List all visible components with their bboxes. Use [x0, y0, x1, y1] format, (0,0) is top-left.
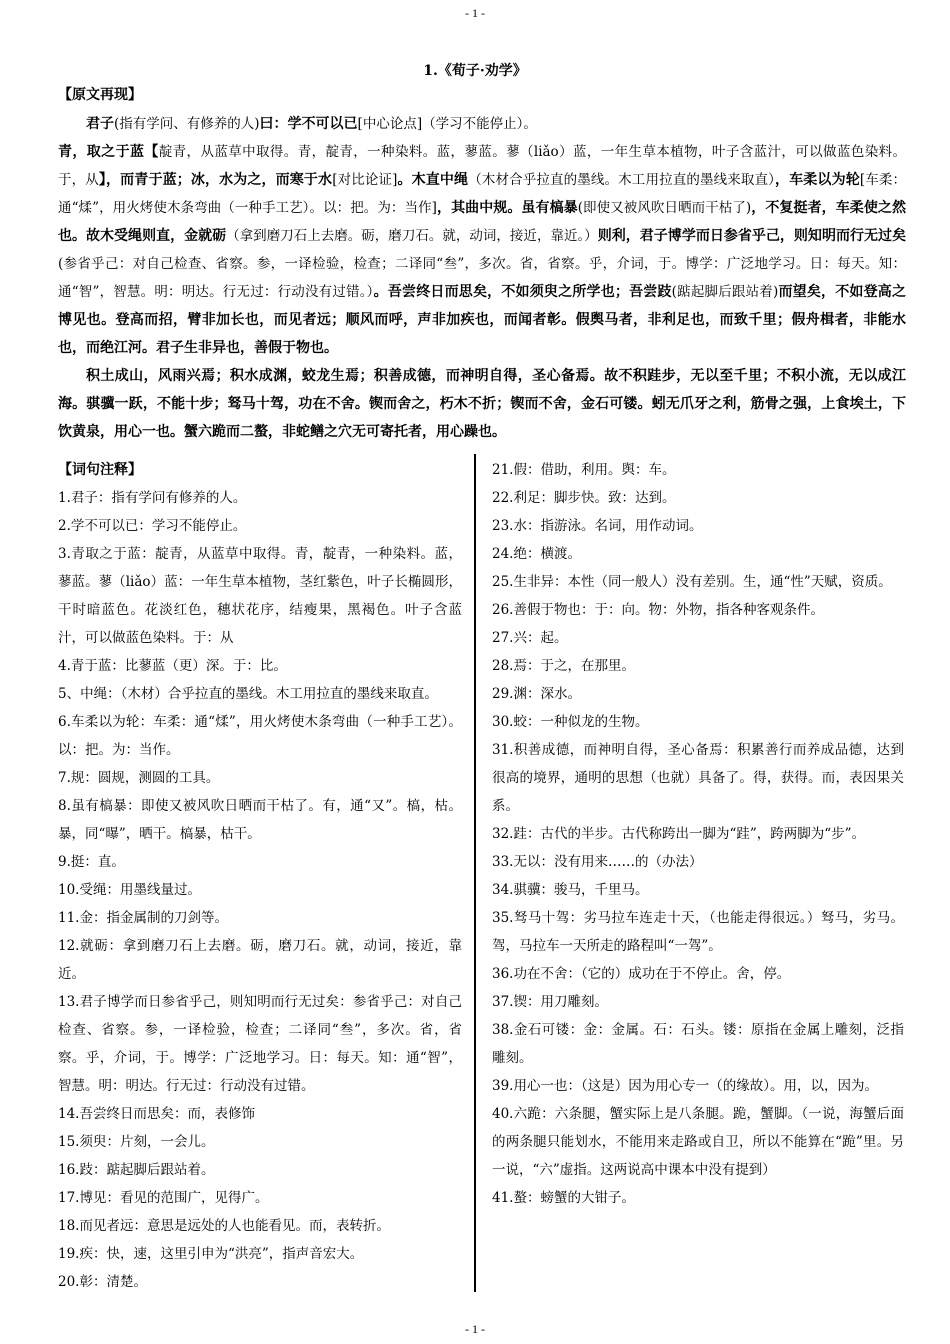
annotation: [车柔：通“煣”，用火烤使木条弯曲（一种手工艺）。以：把。为：当作]: [58, 172, 907, 216]
note-item: 36.功在不舍：（它的）成功在于不停止。舍，停。: [492, 966, 791, 982]
note-item: 11.金：指金属制的刀剑等。: [58, 910, 228, 926]
text-span: 。木直中绳: [397, 172, 469, 188]
text-span: 而望矣，不如登高之博见也。登高而招，臂非加长也，而见者远；顺风而呼，声非加疾也，而闻者彰。假舆马者，非利足也，而致千里；假舟楫者，非能水也，而绝江河。君子生非异也，善假于物也。: [58, 284, 906, 356]
note-item: 14.吾尝终日而思矣：而，表修饰: [58, 1106, 255, 1122]
note-item: 16.跂：踮起脚后跟站着。: [58, 1162, 215, 1178]
text-span: 则利，君子博学而日参省乎己，则知明而行无过矣: [597, 228, 907, 244]
note-item: 5、中绳：（木材）合乎拉直的墨线。木工用拉直的墨线来取直。: [58, 686, 438, 702]
note-item: 41.螯：螃蟹的大钳子。: [492, 1190, 635, 1206]
note-item: 24.绝：横渡。: [492, 546, 581, 562]
text-span: 君子: [86, 116, 114, 132]
note-item: 37.锲：用刀雕刻。: [492, 994, 608, 1010]
notes-right-column: [492, 456, 904, 1212]
note-item: 17.博见：看见的范围广，见得广。: [58, 1190, 269, 1206]
note-item: 3.青取之于蓝：靛青，从蓝草中取得。青，靛青，一种染料。蓝，蓼蓝。蓼（liǎo）蓝：一年生草本植物，茎红紫色，叶子长椭圆形，干时暗蓝色。花淡红色，穗状花序，结瘦果，黑褐色。叶子含蓝汁，可以做蓝色染料。于：从: [58, 546, 462, 646]
text-span: ，不复挺者，车柔使之然也。故木受绳则直，金就砺: [58, 200, 906, 244]
note-item: 4.青于蓝：比蓼蓝（更）深。于：比。: [58, 658, 287, 674]
note-item: 23.水：指游泳。名词，用作动词。: [492, 518, 703, 534]
original-text-heading: 【原文再现】: [58, 87, 142, 103]
note-item: 1.君子：指有学问有修养的人。: [58, 490, 247, 506]
note-item: 13.君子博学而日参省乎己，则知明而行无过矣：参省乎己：对自己检查、省察。参，一译检验，检查；二译同“叁”，多次。省，省察。乎，介词，于。博学：广泛地学习。日：每天。知：通“智”，智慧。明：明达。行无过：行动没有过错。: [58, 994, 462, 1094]
note-item: 32.跬：古代的半步。古代称跨出一脚为“跬”，跨两脚为“步”。: [492, 826, 866, 842]
annotation: (指有学问、有修养的人): [114, 116, 260, 132]
text-span: 。吾尝终日而思矣，不如须臾之所学也；吾尝跂: [373, 284, 672, 300]
original-text: [58, 110, 906, 446]
original-paragraph-2: [58, 138, 906, 362]
original-paragraph-3: 积土成山，风雨兴焉；积水成渊，蛟龙生焉；积善成德，而神明自得，圣心备焉。故不积跬步，无以至千里；不积小流，无以成江海。骐骥一跃，不能十步；驽马十驾，功在不舍。锲而舍之，朽木不折；锲而不舍，金石可镂。蚓无爪牙之利，筋骨之强，上食埃土，下饮黄泉，用心一也。蟹六跪而二螯，非蛇鳝之穴无可寄托者，用心躁也。: [58, 368, 906, 440]
annotation: （木材合乎拉直的墨线。木工用拉直的墨线来取直）: [468, 172, 776, 188]
text-span: 曰：学不可以已: [259, 116, 358, 132]
note-item: 26.善假于物也：于：向。物：外物，指各种客观条件。: [492, 602, 824, 618]
page-number-top: - 1 -: [465, 6, 485, 20]
note-item: 30.蛟：一种似龙的生物。: [492, 714, 649, 730]
column-divider: [474, 454, 476, 1292]
annotation: 靛青，从蓝草中取得。青，靛青，一种染料。蓝，蓼蓝。蓼（liǎo）蓝，一年生草本植物，叶子含蓝汁，可以做蓝色染料。于，从: [58, 144, 907, 188]
annotation: [中心论点]: [357, 116, 423, 132]
note-item: 6.车柔以为轮：车柔：通“煣”，用火烤使木条弯曲（一种手工艺）。以：把。为：当作。: [58, 714, 462, 758]
notes-left-column: [58, 456, 462, 1296]
annotation: (即使又被风吹日晒而干枯了): [577, 200, 752, 216]
original-paragraph-1: [58, 110, 906, 138]
note-item: 20.彰：清楚。: [58, 1274, 147, 1290]
note-item: 15.须臾：片刻，一会儿。: [58, 1134, 215, 1150]
note-item: 28.焉：于之，在那里。: [492, 658, 635, 674]
annotation: （拿到磨刀石上去磨。砺，磨刀石。就，动词，接近，靠近。）: [226, 228, 598, 244]
note-item: 40.六跪：六条腿，蟹实际上是八条腿。跪，蟹脚。（一说，海蟹后面的两条腿只能划水，不能用来走路或自卫，所以不能算在“跪”里。另一说，“六”虚指。这两说高中课本中没有提到）: [492, 1106, 904, 1178]
annotation: （学习不能停止）。: [422, 116, 537, 132]
annotation: (踮起脚后跟站着): [671, 284, 779, 300]
note-item: 25.生非异：本性（同一般人）没有差别。生，通“性”天赋，资质。: [492, 574, 892, 590]
notes-heading: 【词句注释】: [58, 462, 142, 478]
note-item: 33.无以：没有用来……的（办法）: [492, 854, 703, 870]
annotation: (参省乎己：对自己检查、省察。参，一译检验，检查；二译同“叁”，多次。省，省察。乎，介词，于。博学：广泛地学习。日：每天。知：通“智”，智慧。明：明达。行无过：行动没有过错。）: [58, 256, 906, 300]
note-item: 35.驽马十驾：劣马拉车连走十天，（也能走得很远。）驽马，劣马。驾，马拉车一天所走的路程叫“一驾”。: [492, 910, 904, 954]
text-span: ，其曲中规。虽有槁暴: [436, 200, 578, 216]
note-item: 9.挺：直。: [58, 854, 125, 870]
text-span: ，车柔以为轮: [775, 172, 860, 188]
note-item: 18.而见者远：意思是远处的人也能看见。而，表转折。: [58, 1218, 390, 1234]
note-item: 27.兴：起。: [492, 630, 568, 646]
note-item: 12.就砺：拿到磨刀石上去磨。砺，磨刀石。就，动词，接近，靠近。: [58, 938, 462, 982]
note-item: 2.学不可以已：学习不能停止。: [58, 518, 247, 534]
page-title: 1.《荀子·劝学》: [423, 63, 527, 79]
page-number-bottom: - 1 -: [465, 1322, 485, 1336]
note-item: 34.骐骥：骏马，千里马。: [492, 882, 649, 898]
text-span: 青，取之于蓝【: [58, 144, 159, 160]
note-item: 39.用心一也：（这是）因为用心专一（的缘故）。用，以，因为。: [492, 1078, 878, 1094]
note-item: 7.规：圆规，测圆的工具。: [58, 770, 220, 786]
note-item: 10.受绳：用墨线量过。: [58, 882, 201, 898]
note-item: 38.金石可镂：金：金属。石：石头。镂：原指在金属上雕刻，泛指雕刻。: [492, 1022, 904, 1066]
note-item: 22.利足：脚步快。致：达到。: [492, 490, 676, 506]
note-item: 31.积善成德，而神明自得，圣心备焉：积累善行而养成品德，达到很高的境界，通明的思想（也就）具备了。得，获得。而，表因果关系。: [492, 742, 904, 814]
note-item: 21.假：借助，利用。舆：车。: [492, 462, 676, 478]
note-item: 8.虽有槁暴：即使又被风吹日晒而干枯了。有，通“又”。槁，枯。暴，同“曝”，晒干。槁暴，枯干。: [58, 798, 462, 842]
note-item: 19.疾：快，速，这里引申为“洪亮”，指声音宏大。: [58, 1246, 364, 1262]
text-span: 】，而青于蓝；冰，水为之，而寒于水: [98, 172, 333, 188]
note-item: 29.渊：深水。: [492, 686, 581, 702]
annotation: [对比论证]: [332, 172, 398, 188]
